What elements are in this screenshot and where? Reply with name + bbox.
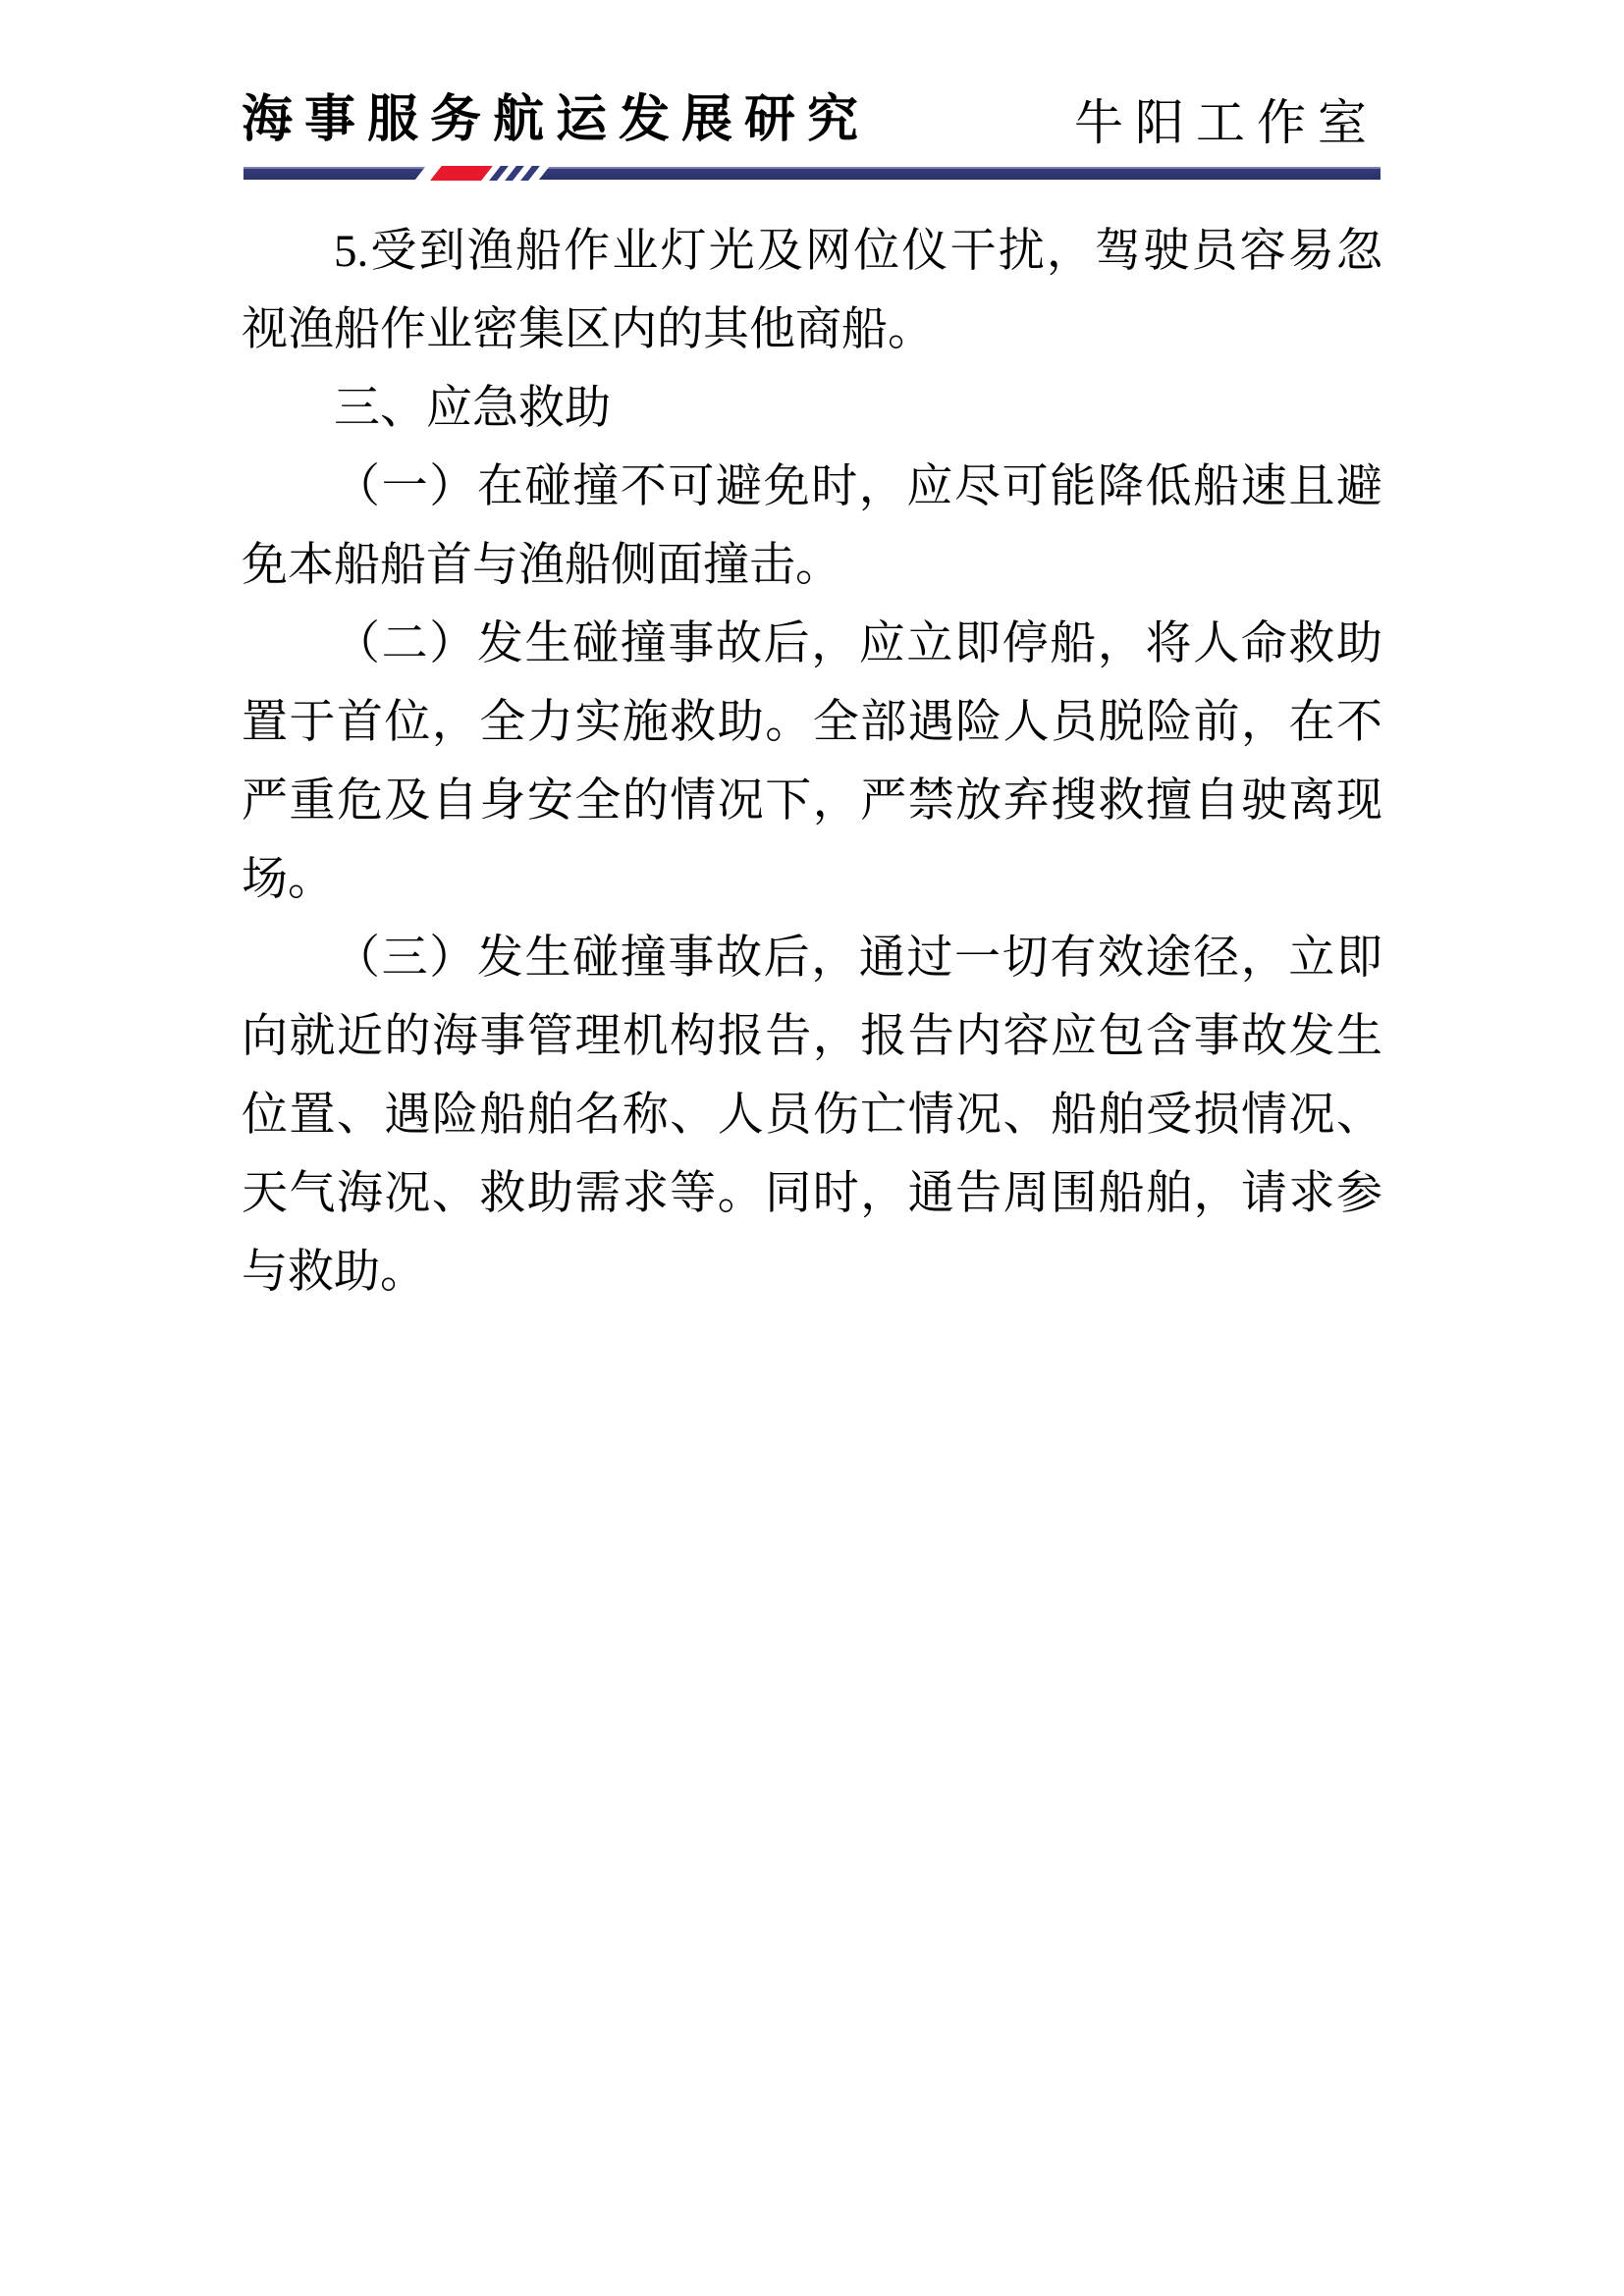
paragraph: （二）发生碰撞事故后，应立即停船，将人命救助置于首位，全力实施救助。全部遇险人员脱险前，在不严重危及自身安全的情况下，严禁放弃搜救擅自驶离现场。 — [242, 618, 1382, 905]
header-left-title: 海事服务航运发展研究 — [242, 91, 871, 148]
divider-navy-bar — [244, 167, 1380, 180]
paragraph: 5.受到渔船作业灯光及网位仪干扰，驾驶员容易忽视渔船作业密集区内的其他商船。 — [242, 226, 1382, 355]
header-right-title: 牛阳工作室 — [1074, 95, 1379, 150]
header-divider-bar — [244, 167, 1380, 180]
paragraph: 三、应急救助 — [334, 383, 611, 434]
document-body — [242, 212, 1382, 1311]
paragraph: （一）在碰撞不可避免时，应尽可能降低船速且避免本船船首与渔船侧面撞击。 — [242, 461, 1382, 591]
paragraph: （三）发生碰撞事故后，通过一切有效途径，立即向就近的海事管理机构报告，报告内容应包含事故发生位置、遇险船舶名称、人员伤亡情况、船舶受损情况、天气海况、救助需求等。同时，通告周围船舶，请求参与救助。 — [242, 933, 1382, 1298]
